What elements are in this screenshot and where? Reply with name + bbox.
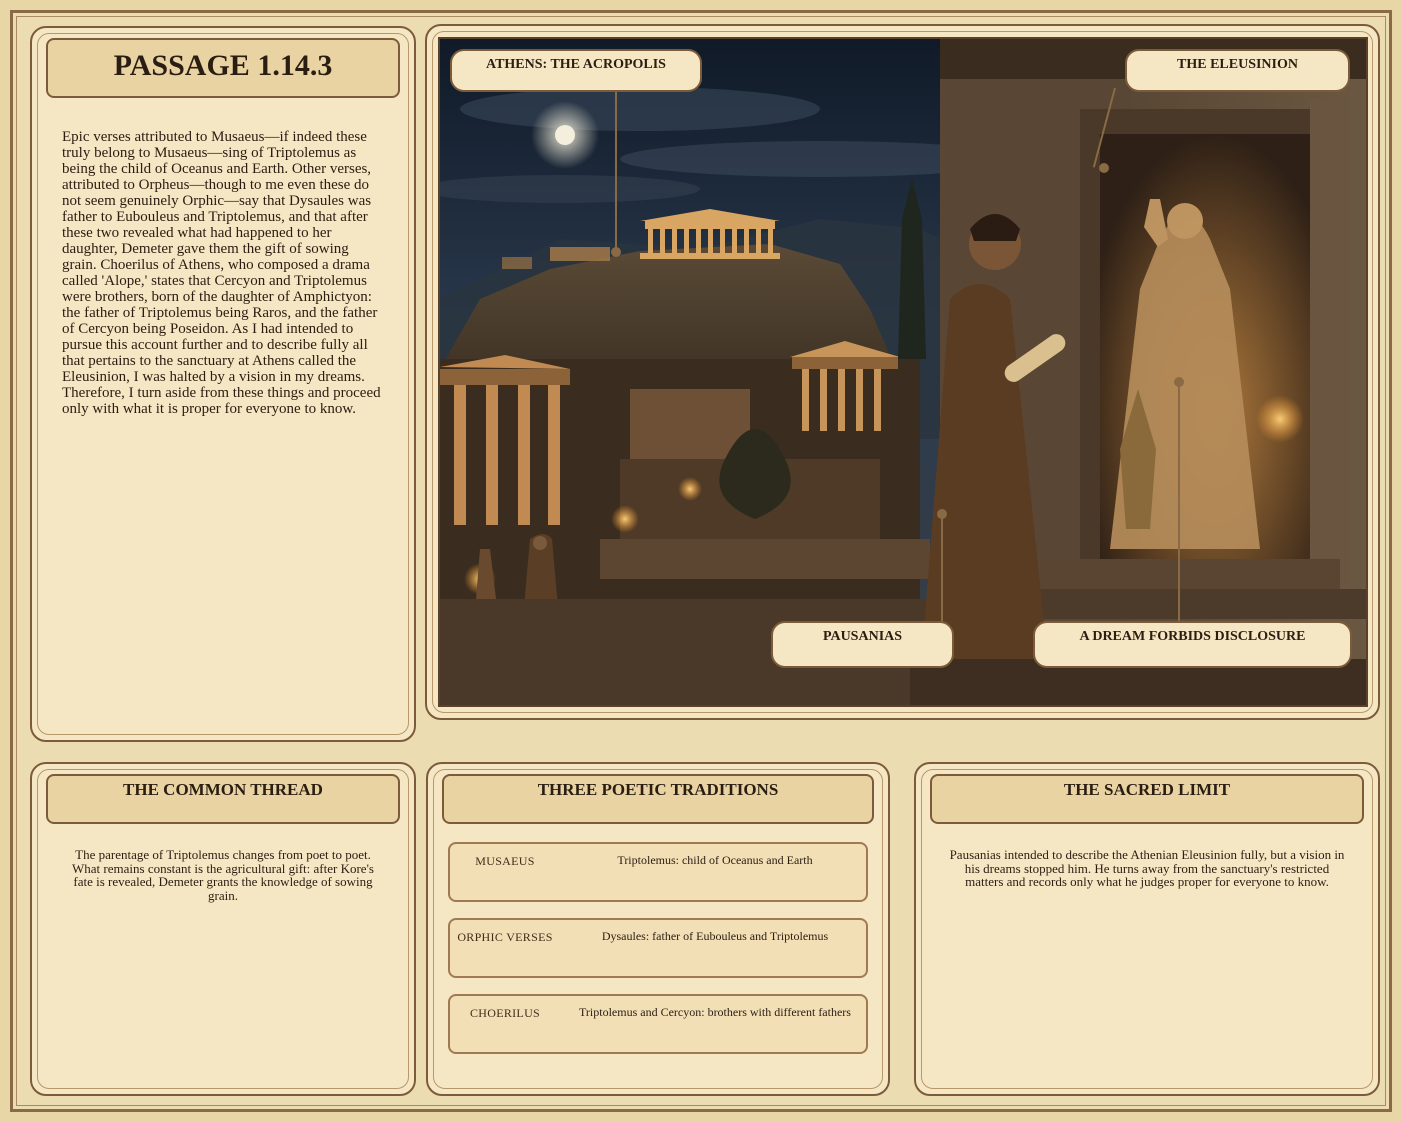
traditions-title: THREE POETIC TRADITIONS xyxy=(442,774,874,824)
common-thread-text: The parentage of Triptolemus changes from poet to poet. What remains constant is the agricultural gift: after Kore's fate is revealed, Demeter grants the knowledge of sowing grain. xyxy=(72,847,374,903)
tradition-desc: Triptolemus: child of Oceanus and Earth xyxy=(617,853,813,867)
pausanias-leader xyxy=(941,515,943,625)
moon xyxy=(555,125,575,145)
sacred-limit-title: THE SACRED LIMIT xyxy=(930,774,1364,824)
tradition-name: CHOERILUS xyxy=(469,1006,541,1020)
tradition-row-musaeus xyxy=(448,842,868,902)
tradition-name: ORPHIC VERSES xyxy=(457,930,553,944)
tradition-desc: Triptolemus and Cercyon: brothers with different fathers xyxy=(579,1005,851,1019)
callout-acropolis: ATHENS: THE ACROPOLIS xyxy=(450,49,702,92)
callout-pausanias: PAUSANIAS xyxy=(771,621,954,668)
acropolis-leader xyxy=(615,90,617,250)
tradition-name: MUSAEUS xyxy=(475,854,535,868)
tradition-row-choerilus xyxy=(448,994,868,1054)
pausanias-marker xyxy=(937,509,947,519)
callout-dream: A DREAM FORBIDS DISCLOSURE xyxy=(1033,621,1352,668)
passage-text: Epic verses attributed to Musaeus—if indeed these truly belong to Musaeus—sing of Triptolemus as being the child of Oceanus and Earth. Other verses, attributed to Orpheus—though to me even these do not seem genuinely Orphic—say that Dysaules was father to Eubouleus and Triptolemus, and that after these two revealed what had happened to her daughter, Demeter gave them the gift of sowing grain. Choerilus of Athens, who composed a drama called 'Alope,' states that Cercyon and Triptolemus were brothers, born of the daughter of Amphictyon: the father of Triptolemus being Raros, and the father of Cercyon being Poseidon. As I had intended to pursue this account further and to describe fully all that pertains to the sanctuary at Athens called the Eleusinion, I was halted by a vision in my dreams. Therefore, I turn aside from these things and proceed only with what it is proper for everyone to know. xyxy=(62,129,381,417)
dream-marker xyxy=(1174,377,1184,387)
acropolis-night-scene xyxy=(440,39,1368,707)
common-thread-title: THE COMMON THREAD xyxy=(46,774,400,824)
eleusinion-marker xyxy=(1099,163,1109,173)
dream-leader xyxy=(1178,383,1180,623)
sacred-limit-text: Pausanias intended to describe the Athenian Eleusinion fully, but a vision in his dreams stopped him. He turns away from the sanctuary's restricted matters and records only what he judges proper for everyone to know. xyxy=(949,847,1345,889)
acropolis-marker xyxy=(611,247,621,257)
passage-title: PASSAGE 1.14.3 xyxy=(46,38,400,98)
tradition-row-orphic xyxy=(448,918,868,978)
tradition-desc: Dysaules: father of Eubouleus and Triptolemus xyxy=(601,929,829,943)
callout-eleusinion: THE ELEUSINION xyxy=(1125,49,1350,92)
scene-illustration xyxy=(438,37,1368,707)
